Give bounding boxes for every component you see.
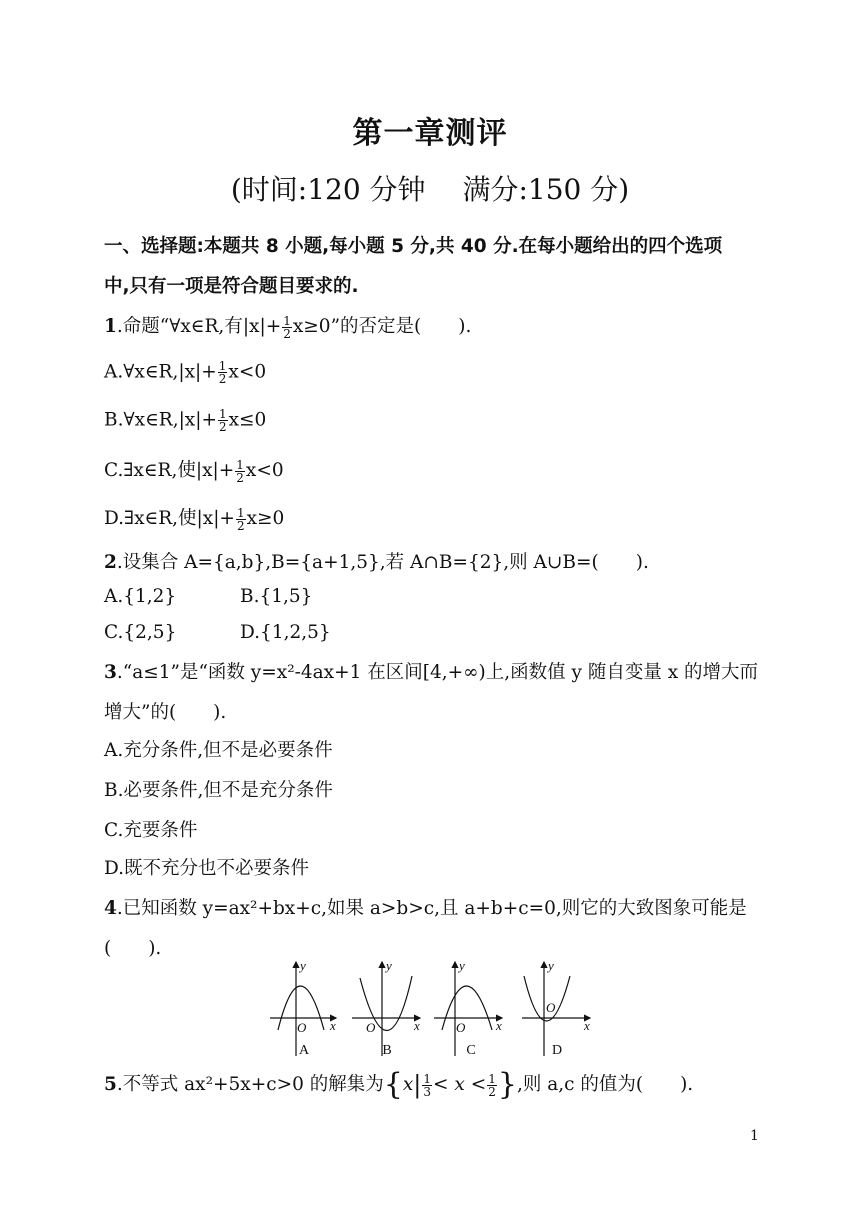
- q3-option-b: B.必要条件,但不是充分条件: [104, 780, 333, 801]
- origin-label: O: [297, 1020, 307, 1035]
- q3-option-d: D.既不充分也不必要条件: [104, 858, 310, 879]
- svg-text:O: O: [456, 1020, 466, 1035]
- page-title: 第一章测评: [352, 116, 508, 151]
- q2-option-c: C.{2,5}: [104, 622, 177, 643]
- graph-label-b: B: [382, 1043, 392, 1058]
- graph-c: [434, 962, 502, 1056]
- svg-text:O: O: [546, 1000, 556, 1015]
- question-number: 1: [104, 316, 117, 337]
- svg-text:O: O: [366, 1020, 376, 1035]
- q1-option-b: B.∀x∈R,|x|+ $\frac{1}{2}$ x≤0: [104, 407, 267, 434]
- svg-text:x: x: [414, 1018, 420, 1033]
- svg-text:x: x: [496, 1018, 502, 1033]
- quadratic-graphs-figure: [260, 956, 600, 1062]
- axis-x-label: x: [330, 1018, 336, 1033]
- question-2: 2.设集合 A={a,b},B={a+1,5},若 A∩B={2},则 A∪B=( ).: [104, 552, 649, 573]
- graph-b: [352, 962, 420, 1056]
- axis-y-label: y: [300, 958, 306, 973]
- question-1: [104, 312, 471, 340]
- section-heading-line1: 一、选择题:本题共 8 小题,每小题 5 分,共 40 分.在每小题给出的四个选项: [104, 236, 723, 257]
- q2-option-a: A.{1,2}: [104, 586, 177, 607]
- q3-option-c: C.充要条件: [104, 820, 198, 841]
- svg-text:y: y: [386, 958, 392, 973]
- graph-label-a: A: [298, 1043, 310, 1058]
- q2-option-d: D.{1,2,5}: [240, 622, 331, 643]
- page-subtitle: (时间:120 分钟 满分:150 分): [230, 173, 630, 206]
- question-4-line1: 4.已知函数 y=ax²+bx+c,如果 a>b>c,且 a+b+c=0,则它的大致图象可能是: [104, 898, 747, 919]
- q2-option-b: B.{1,5}: [240, 586, 313, 607]
- q1-option-d: D.∃x∈R,使|x|+ $\frac{1}{2}$ x≥0: [104, 505, 285, 533]
- q1-option-a: A.∀x∈R,|x|+ $\frac{1}{2}$ x<0: [104, 359, 267, 386]
- question-4-line2: ( ).: [104, 938, 162, 959]
- question-3-line2: 增大”的( ).: [104, 702, 227, 723]
- q3-option-a: A.充分条件,但不是必要条件: [104, 740, 333, 761]
- graph-label-d: D: [551, 1043, 563, 1058]
- graph-label-c: C: [466, 1043, 476, 1058]
- page-number: 1: [750, 1128, 759, 1144]
- question-5: 5.不等式 ax²+5x+c>0 的解集为{x| $\frac{1}{3}$ < x < $\frac{1}{2}$ },则 a,c 的值为( ).: [104, 1067, 694, 1102]
- q1-option-c: C.∃x∈R,使|x|+ $\frac{1}{2}$ x<0: [104, 457, 284, 485]
- fraction: $\frac{1}{2}$: [283, 313, 291, 341]
- question-3-line1: 3.“a≤1”是“函数 y=x²-4ax+1 在区间[4,+∞)上,函数值 y 随自变量 x 的增大而: [104, 662, 759, 683]
- graph-a: [270, 962, 336, 1056]
- svg-text:x: x: [584, 1018, 590, 1033]
- question-text-tail: x≥0”的否定是( ).: [292, 316, 472, 337]
- question-text: .命题“∀x∈R,有|x|+: [116, 316, 282, 337]
- graph-d: [522, 962, 590, 1056]
- svg-text:y: y: [459, 958, 465, 973]
- section-heading-line2: 中,只有一项是符合题目要求的.: [104, 276, 359, 297]
- svg-text:y: y: [548, 958, 554, 973]
